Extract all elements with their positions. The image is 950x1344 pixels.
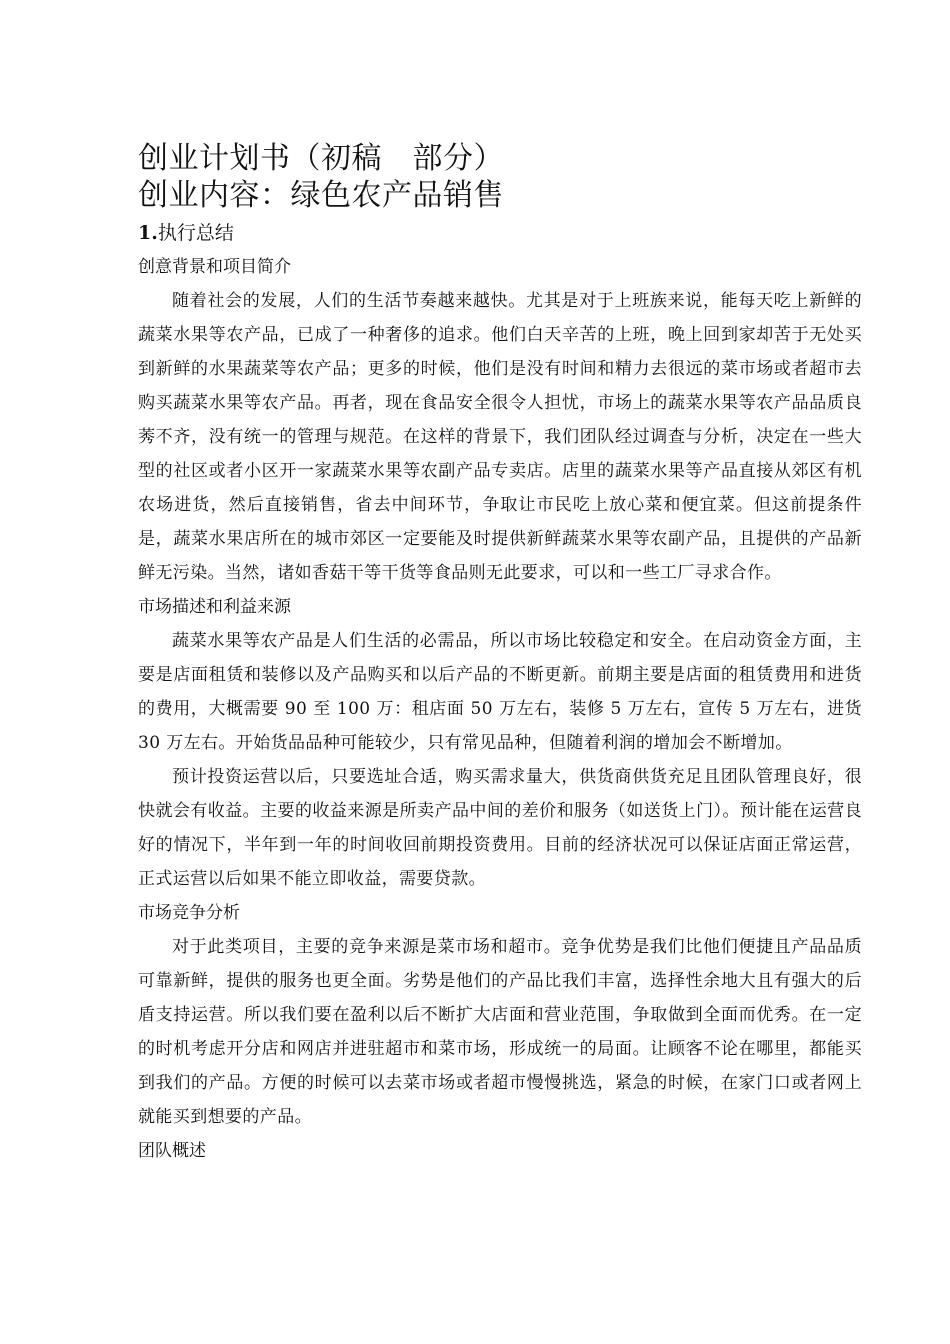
section-number: 1. <box>138 222 158 244</box>
paragraph-background: 随着社会的发展，人们的生活节奏越来越快。尤其是对于上班族来说，能每天吃上新鲜的蔬菜水果等农产品，已成了一种奢侈的追求。他们白天辛苦的上班，晚上回到家却苦于无处买到新鲜的水果蔬菜等农产品；更多的时候，他们是没有时间和精力去很远的菜市场或者超市去购买蔬菜水果等农产品。再者，现在食品安全很令人担忧，市场上的蔬菜水果等农产品品质良莠不齐，没有统一的管理与规范。在这样的背景下，我们团队经过调查与分析，决定在一些大型的社区或者小区开一家蔬菜水果等农副产品专卖店。店里的蔬菜水果等产品直接从郊区有机农场进货，然后直接销售，省去中间环节，争取让市民吃上放心菜和便宜菜。但这前提条件是，蔬菜水果店所在的城市郊区一定要能及时提供新鲜蔬菜水果等农副产品，且提供的产品新鲜无污染。当然，诸如香菇干等干货等食品则无此要求，可以和一些工厂寻求合作。 <box>138 291 862 583</box>
document-title: 创业计划书（初稿 部分） <box>138 141 504 176</box>
subsection-heading-competition: 市场竞争分析 <box>138 903 240 923</box>
subsection-heading-team: 团队概述 <box>138 1141 206 1161</box>
document-page <box>138 140 862 1168</box>
paragraph-market-revenue: 预计投资运营以后，只要选址合适，购买需求量大，供货商供货充足且团队管理良好，很快就会有收益。主要的收益来源是所卖产品中间的差价和服务（如送货上门）。预计能在运营良好的情况下，半年到一年的时间收回前期投资费用。目前的经济状况可以保证店面正常运营，正式运营以后如果不能立即收益，需要贷款。 <box>138 767 862 889</box>
subsection-heading-background: 创意背景和项目简介 <box>138 257 291 277</box>
section-heading <box>138 216 862 250</box>
paragraph-competition: 对于此类项目，主要的竞争来源是菜市场和超市。竞争优势是我们比他们便捷且产品品质可靠新鲜，提供的服务也更全面。劣势是他们的产品比我们丰富，选择性余地大且有强大的后盾支持运营。所以我们要在盈利以后不断扩大店面和营业范围，争取做到全面而优秀。在一定的时机考虑开分店和网店并进驻超市和菜市场，形成统一的局面。让顾客不论在哪里，都能买到我们的产品。方便的时候可以去菜市场或者超市慢慢挑选，紧急的时候，在家门口或者网上就能买到想要的产品。 <box>138 937 862 1127</box>
subsection-heading-market: 市场描述和利益来源 <box>138 597 291 617</box>
paragraph-market-funding: 蔬菜水果等农产品是人们生活的必需品，所以市场比较稳定和安全。在启动资金方面，主要是店面租赁和装修以及产品购买和以后产品的不断更新。前期主要是店面的租赁费用和进货的费用，大概需要 90 至 100 万：租店面 50 万左右，装修 5 万左右，宣传 5 万左右，进货 30 万左右。开始货品品种可能较少，只有常见品种，但随着利润的增加会不断增加。 <box>138 631 862 753</box>
section-label: 执行总结 <box>157 222 234 244</box>
document-subtitle: 创业内容：绿色农产品销售 <box>138 178 504 213</box>
